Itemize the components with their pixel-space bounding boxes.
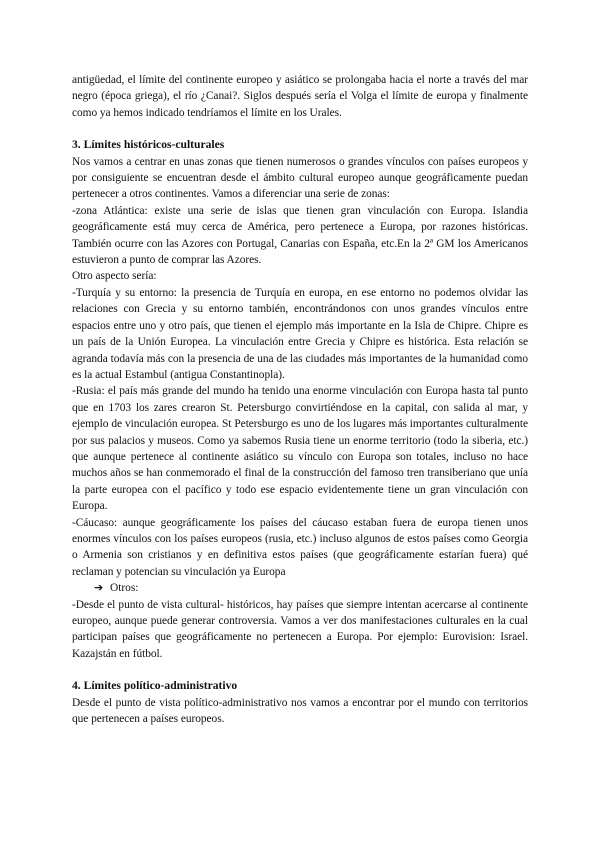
spacer: [72, 121, 528, 137]
right-arrow-icon: ➔: [94, 581, 104, 595]
turkey-paragraph: -Turquía y su entorno: la presencia de Turquía en europa, en ese entorno no podemos olvidar las relaciones con Grecia y su entorno también, encontrándonos con unos grandes vínculos entre espacios entre uno y otro país, que tienen el ejemplo más importante en la Isla de Chipre. Chipre es un país de la Unión Europea. La vinculación entre Grecia y Chipre es histórica. Esta relación se agranda todavía más con la presencia de una de las ciudades más importantes de la humanidad como es la actual Estambul (antigua Constantinopla).: [72, 286, 528, 381]
intro-paragraph: antigüedad, el límite del continente europeo y asiático se prolongaba hacia el norte a través del mar negro (época griega), el río ¿Canai?. Siglos después sería el Volga el límite de europa y finalmente como ya hemos indicado tendríamos el límite en los Urales.: [72, 74, 528, 119]
russia-paragraph: -Rusia: el país más grande del mundo ha tenido una enorme vinculación con Europa hasta tal punto que en 1703 los zares crearon St. Petersburgo convirtiéndose en la capital, con salida al mar, y ejemplo de vinculación europea. St Petersburgo es uno de los lugares más importantes culturalmente por sus palacios y museos. Como ya sabemos Rusia tiene un enorme territorio (todo la siberia, etc.) que aunque pertenece al continente asiático su vínculo con Europa son totales, incluso no hace muchos años se han conmemorado el final de la construcción del famoso tren transiberiano que unía la parte europea con el pacífico y todo ese espacio evidentemente tiene un gran vinculación con Europa.: [72, 385, 528, 513]
caucasus-paragraph: -Cáucaso: aunque geográficamente los países del cáucaso estaban fuera de europa tienen unos enormes vínculos con los países europeos (rusia, etc.) incluso algunos de estos países como Georgia o Armenia son cristianos y en definitiva estos países (que geográficamente estarían fuera) qué reclaman y potencian su vinculación ya Europa: [72, 516, 528, 578]
cultural-paragraph: -Desde el punto de vista cultural- históricos, hay países que siempre intentan acercarse al continente europeo, aunque puede generar controversia. Vamos a ver dos manifestaciones culturales en la cual participan países que geográficamente no pertenecen a Europa. Por ejemplo: Eurovision: Israel. Kazajstán en fútbol.: [72, 598, 528, 660]
spacer: [72, 662, 528, 678]
section-3-heading: 3. Límites históricos-culturales: [72, 138, 225, 152]
atlantic-zone-paragraph: -zona Atlántica: existe una serie de islas que tienen gran vinculación con Europa. Islandia geográficamente está muy cerca de América, pero pertenece a Europa, por razones históricas. También ocurre con las Azores con Portugal, Canarias con España, etc.En la 2ª GM los Americanos estuvieron a punto de comprar las Azores.: [72, 204, 528, 267]
section-4-paragraph: Desde el punto de vista político-administrativo nos vamos a encontrar por el mundo con territorios que pertenecen a países europeos.: [72, 696, 528, 726]
others-bullet-label: Otros:: [110, 582, 139, 595]
other-aspect-line: Otro aspecto sería:: [72, 270, 157, 283]
section-4-heading: 4. Límites político-administrativo: [72, 679, 238, 693]
section-3-intro: Nos vamos a centrar en unas zonas que tienen numerosos o grandes vínculos con países europeos y por consiguiente se encuentran desde el ámbito cultural europeo aunque geográficamente puedan pertenecer a otros continentes. Vamos a diferenciar una serie de zonas:: [72, 155, 528, 201]
others-bullet: [72, 580, 528, 596]
